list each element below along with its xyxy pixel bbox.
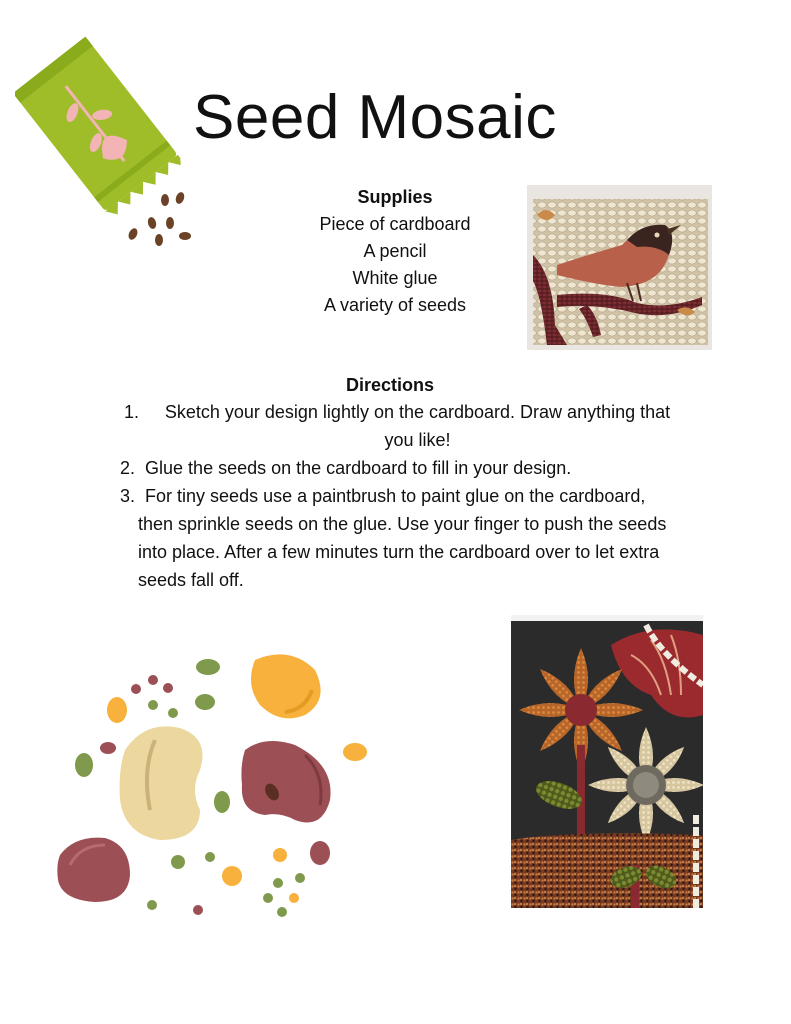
step-text: For tiny seeds use a paintbrush to paint glue on the cardboard, then sprinkle seeds on the glue. Use your finger to push the seeds into place. After a few minutes turn the cardboard over to let extra seeds fall off. (138, 486, 667, 590)
supplies-heading: Supplies (357, 187, 433, 207)
page-title: Seed Mosaic (193, 83, 557, 152)
seed-packet-icon (15, 28, 200, 258)
direction-step (110, 398, 685, 454)
flower-seed-mosaic-photo (511, 615, 703, 908)
supplies-list (275, 211, 515, 319)
step-number: 3. (120, 486, 136, 506)
direction-step (110, 454, 685, 482)
seed-cluster-illustration (50, 640, 370, 930)
direction-step (110, 482, 685, 594)
supplies-section (275, 184, 515, 319)
step-text: Glue the seeds on the cardboard to fill in your design. (145, 458, 572, 478)
step-number: 2. (120, 458, 136, 478)
supply-item: White glue (352, 268, 438, 288)
step-text: Sketch your design lightly on the cardboard. Draw anything that you like! (164, 402, 671, 450)
supply-item: Piece of cardboard (319, 214, 471, 234)
supply-item: A pencil (363, 241, 427, 261)
bird-seed-mosaic-photo (527, 185, 712, 350)
supply-item: A variety of seeds (323, 295, 467, 315)
step-number: 1. (124, 402, 140, 422)
directions-heading: Directions (345, 375, 435, 395)
directions-list (110, 398, 685, 594)
